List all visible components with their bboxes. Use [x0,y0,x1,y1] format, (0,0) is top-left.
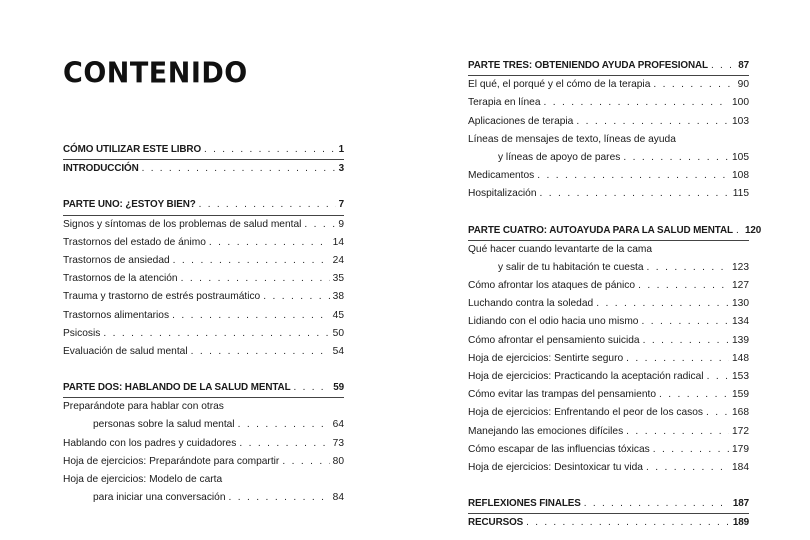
toc-entry-page: 38 [332,291,344,303]
toc-entry-label: PARTE UNO: ¿ESTOY BIEN? [63,199,196,211]
toc-entry[interactable] [468,459,749,477]
toc-part-header-dos[interactable] [63,379,344,398]
leader-dots [584,495,730,513]
toc-entry[interactable] [63,216,344,234]
leader-dots [626,350,729,368]
leader-dots [623,149,729,167]
leader-dots [209,234,330,252]
leader-dots [229,489,330,507]
toc-entry-page: 7 [338,199,344,211]
toc-entry-page: 139 [732,334,749,346]
right-page [405,0,810,540]
leader-dots [304,216,335,234]
leader-dots [646,459,729,477]
toc-entry-label: INTRODUCCIÓN [63,163,139,175]
toc-entry[interactable] [63,453,344,471]
toc-entry[interactable] [468,185,749,203]
toc-entry-label: Medicamentos [468,170,535,182]
toc-entry-label: Evaluación de salud mental [63,345,188,357]
toc-entry-label: Hoja de ejercicios: Practicando la aceptación radical [468,371,704,382]
toc-entry-page: 168 [732,407,749,419]
toc-entry[interactable] [63,343,344,361]
toc-entry-page: 3 [338,163,344,175]
toc-entry-label: Trastornos del estado de ánimo [63,236,206,248]
toc-entry-label: El qué, el porqué y el cómo de la terapia [468,79,651,91]
toc-entry-page: 123 [732,261,749,273]
toc-entry-page: 87 [738,60,749,71]
toc-right [468,57,762,533]
toc-entry-reflexiones[interactable] [468,495,749,514]
toc-entry-label: Hoja de ejercicios: Desintoxicar tu vida [468,461,643,473]
toc-entry[interactable] [468,295,749,313]
toc-left [63,141,344,507]
leader-dots [239,435,329,453]
toc-entry-continuation[interactable] [468,149,749,167]
leader-dots [626,423,729,441]
toc-entry-label: PARTE DOS: HABLANDO DE LA SALUD MENTAL [63,382,291,394]
toc-entry-label: Hoja de ejercicios: Preparándote para compartir [63,455,280,467]
toc-entry-page: 90 [737,79,749,91]
leader-dots [238,416,330,434]
toc-entry-page: 103 [732,115,749,127]
toc-entry-page: 148 [732,352,749,364]
leader-dots [736,222,742,240]
toc-entry-first-line[interactable]: Hoja de ejercicios: Modelo de carta [63,474,223,485]
toc-part-header-cuatro[interactable] [468,222,762,241]
toc-entry-page: 54 [332,345,344,357]
leader-dots [647,259,729,277]
toc-entry-page: 24 [332,254,344,266]
leader-dots [526,514,730,532]
leader-dots [537,167,729,185]
toc-entry-label: Hablando con los padres y cuidadores [63,437,237,449]
toc-entry-page: 184 [732,461,749,473]
leader-dots [707,368,729,386]
toc-entry[interactable] [468,76,749,94]
toc-entry[interactable] [468,368,749,386]
toc-entry-label: PARTE CUATRO: AUTOAYUDA PARA LA SALUD MENTAL [468,224,733,236]
leader-dots [576,113,729,131]
toc-entry-label: Trastornos de la atención [63,273,178,285]
toc-entry[interactable] [468,423,749,441]
toc-entry-label: PARTE TRES: OBTENIENDO AYUDA PROFESIONAL [468,60,708,71]
leader-dots [173,252,330,270]
toc-entry[interactable] [468,441,749,459]
toc-entry-first-line[interactable]: Preparándote para hablar con otras [63,401,224,413]
toc-entry[interactable] [468,113,749,131]
toc-entry[interactable] [63,288,344,306]
toc-entry[interactable] [63,307,344,325]
toc-entry-label: CÓMO UTILIZAR ESTE LIBRO [63,144,202,155]
page-title: CONTENIDO [63,57,248,90]
leader-dots [653,441,729,459]
toc-entry-label: Psicosis [63,327,101,339]
toc-entry-page: 153 [732,371,749,382]
toc-entry-page: 1 [338,144,344,155]
toc-entry-page: 127 [732,280,749,292]
toc-entry-label: Cómo evitar las trampas del pensamiento [468,389,656,401]
toc-entry-label: para iniciar una conversación [93,492,226,504]
leader-dots [181,270,330,288]
leader-dots [204,141,336,159]
leader-dots [540,185,730,203]
toc-entry-label: Luchando contra la soledad [468,298,594,310]
leader-dots [282,453,329,471]
leader-dots [711,57,735,75]
toc-entry-recursos[interactable] [468,514,749,532]
toc-entry-page: 159 [732,389,749,401]
leader-dots [172,307,330,325]
toc-entry-label: Cómo afrontar los ataques de pánico [468,280,636,292]
toc-entry-label: Hospitalización [468,188,537,200]
leader-dots [653,76,734,94]
leader-dots [263,288,329,306]
toc-entry-page: 120 [744,224,762,236]
leader-dots [199,196,336,214]
toc-entry-label: REFLEXIONES FINALES [468,498,581,510]
toc-entry[interactable] [63,252,344,270]
toc-entry[interactable] [63,435,344,453]
toc-entry-page: 189 [732,517,749,529]
toc-entry-label: Trastornos alimentarios [63,309,170,321]
toc-entry-page: 50 [332,327,344,339]
toc-entry-continuation[interactable] [63,416,344,434]
leader-dots [638,277,729,295]
leader-dots [191,343,330,361]
toc-entry-page: 80 [332,455,344,467]
toc-entry-page: 100 [732,97,749,109]
toc-entry-como-utilizar[interactable] [63,141,344,160]
toc-entry-label: Trastornos de ansiedad [63,254,170,266]
toc-entry-label: Signos y síntomas de los problemas de salud mental [63,218,302,230]
toc-entry-page: 35 [332,273,344,285]
toc-entry-page: 130 [732,298,749,310]
toc-entry-label: Lidiando con el odio hacia uno mismo [468,316,639,328]
leader-dots [641,313,729,331]
toc-entry-page: 14 [332,236,344,248]
leader-dots [596,295,729,313]
toc-entry-page: 179 [732,443,749,455]
leader-dots [294,379,331,397]
toc-entry-label: Terapia en línea [468,97,541,109]
toc-entry-label: y salir de tu habitación te cuesta [498,261,644,273]
toc-entry-page: 115 [732,188,749,200]
toc-entry-label: Hoja de ejercicios: Sentirte seguro [468,352,624,364]
toc-entry[interactable] [63,270,344,288]
toc-entry-first-line[interactable]: Líneas de mensajes de texto, líneas de ayuda [468,133,676,145]
toc-entry-page: 108 [732,170,749,182]
toc-entry[interactable] [63,234,344,252]
toc-entry[interactable] [468,94,749,112]
toc-entry-first-line[interactable]: Qué hacer cuando levantarte de la cama [468,243,653,255]
toc-entry-page: 73 [332,437,344,449]
leader-dots [103,325,329,343]
toc-entry-label: personas sobre la salud mental [93,419,235,431]
leader-dots [544,94,730,112]
leader-dots [659,386,729,404]
toc-entry-label: Trauma y trastorno de estrés postraumático [63,291,261,303]
toc-entry[interactable] [468,404,749,422]
toc-entry-label: Cómo escapar de las influencias tóxicas [468,443,650,455]
toc-part-header-tres[interactable] [468,57,749,76]
toc-entry-page: 84 [332,492,344,504]
toc-entry-page: 134 [732,316,749,328]
toc-entry[interactable] [468,332,749,350]
toc-part-header-uno[interactable] [63,196,344,215]
toc-entry[interactable] [468,277,749,295]
toc-entry-page: 45 [332,309,344,321]
toc-entry-label: Cómo afrontar el pensamiento suicida [468,334,640,346]
toc-entry-label: y líneas de apoyo de pares [498,151,621,163]
toc-entry[interactable] [63,325,344,343]
toc-entry[interactable] [468,386,749,404]
toc-entry-label: Aplicaciones de terapia [468,115,574,127]
toc-entry-label: RECURSOS [468,517,524,529]
toc-entry-page: 64 [332,419,344,431]
toc-entry-page: 59 [333,382,344,394]
leader-dots [706,404,729,422]
toc-entry-introduccion[interactable] [63,160,344,178]
toc-entry-label: Manejando las emociones difíciles [468,425,624,437]
leader-dots [142,160,336,178]
toc-entry-page: 172 [732,425,749,437]
toc-entry-page: 105 [732,151,749,163]
toc-entry[interactable] [468,350,749,368]
toc-entry[interactable] [468,167,749,185]
toc-entry-continuation[interactable] [468,259,749,277]
toc-entry-page: 187 [732,498,749,510]
toc-entry[interactable] [468,313,749,331]
toc-entry-label: Hoja de ejercicios: Enfrentando el peor de los casos [468,407,704,419]
leader-dots [643,332,729,350]
toc-entry-page: 9 [338,218,344,230]
toc-entry-continuation[interactable] [63,489,344,507]
